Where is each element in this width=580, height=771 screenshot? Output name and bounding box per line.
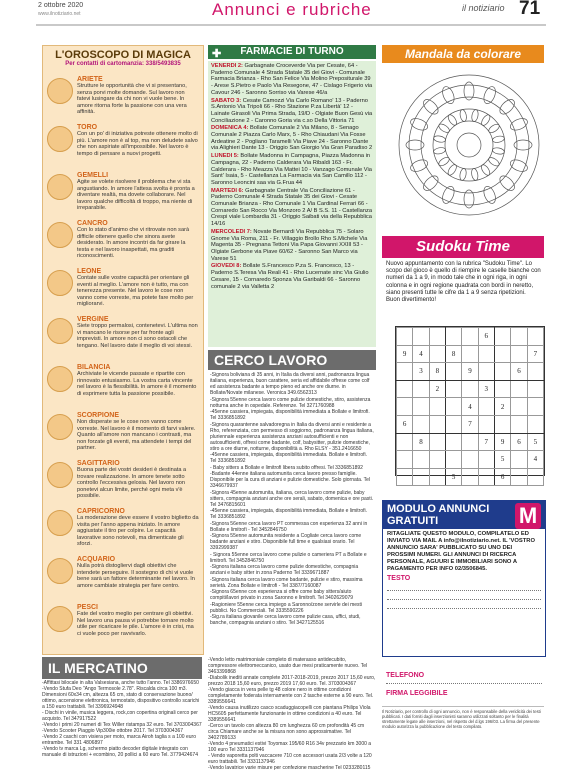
sudoku-cell[interactable] [397,398,413,416]
market-ad: -Cerco un tavolo con altezza 80 cm lunghezza 60 cm profondità 45 cm circa Chiamare anche se la misura non sono approssimative. Tel 3402789133 [208,723,365,741]
pharmacy-entry [211,229,373,263]
mandala-petal [492,147,505,155]
mandala-petal [421,97,441,117]
sudoku-cell[interactable] [413,468,429,486]
mandala-petal [482,185,498,205]
mandala-title: Mandala da colorare [404,47,522,61]
job-ad: -Ragioniere 55enne cerca impiego a Saronno/zone servirle dei mesti pubblici. No Commerciali. Tel 3335590226 [210,601,363,614]
ad-form-phone-line[interactable] [386,679,542,684]
sudoku-cell[interactable]: 6 [494,468,510,486]
sudoku-cell[interactable]: 4 [462,398,478,416]
sudoku-cell[interactable] [527,468,543,486]
market-ad: -Vendo Scooter Piaggio Vip300ie ottobre 2017. Tel 3703004367 [42,728,184,734]
pharmacy-text: Garbagnate Croceverde Via per Cesate, 64 - Paderno Comunale 4 Strada Statale 35 dei Giovi - Comunale Farmacia Brianza - Rho San Felice Via Molino Prepositurale 39 - Arese S.Pietro e Paolo Via Resegone, 47 - Cislago Frigerio via Cavour 246 - Saronno Sorriso via Varese 46/a [211,63,373,96]
mandala-petal [492,135,505,143]
pharmacy-day: GIOVEDI 8: [211,263,242,270]
mandala-ring [433,109,505,181]
zodiac-icon [47,606,73,632]
sudoku-cell[interactable] [413,328,429,346]
job-ad: -Signora boliviana di 35 anni, in Italia da diversi anni, padronanza lingua italiana, esperienza, buon carattere, seria ed affidabile offrese come colf ed assistenza badante a tempo pieno ed anche ore diurne. in Bollate/Novate milanese. Veronica 349.6562313 [210,372,370,396]
sudoku-cell[interactable]: 2 [494,398,510,416]
mandala-petal [480,113,492,126]
pharmacy-entry [211,125,373,152]
sudoku-cell[interactable] [445,380,461,398]
horoscope-sign [47,556,199,589]
market-ad: - Vendo vaporetta polti vaccacere 710 con accessori usata 2/3 volte a 120 euro trattabili. Tel 3331137946 [208,753,372,765]
ad-form-title: MODULO ANNUNCI GRATUITI [383,501,545,529]
sudoku-cell[interactable] [429,433,445,451]
sign-text: Agite se volete risolvere il problema che vi sta angustiando. In amore l'attesa svolta è pronta a diventare realtà, ma dovete collaborare. Nel lavoro qualche difficoltà di troppo, ma niente di irreparabile. [77,179,195,212]
sudoku-cell[interactable] [429,345,445,363]
sudoku-title: Sudoku Time [416,238,510,255]
mandala-petal [487,156,500,168]
sign-text: Nulla potrà distogliervi dagli obiettivi che intendete perseguire. Il sostegno di chi vi vuole bene sarà un fattore determinante nel lavoro. In amore cambiate strategia per fare centro. [77,563,195,589]
sudoku-closing: Buon divertimento! [386,297,437,304]
market-ad: -Diabolik inediti annate complete 2017-2018-2019, prezzo 2017 15,60 euro, prezzo 2018 15,60 euro, prezzo 2019 17,60 euro. Tel. 3703004367 [208,675,376,687]
pharmacy-day: LUNEDI 5: [211,153,239,160]
market-ad: -Vendo Stufa Deo "Ango Termosole 2.78". Riscalda circa 100 m3. Dimensioni 60x34 cm, altezza 65 cm, stato di conservazione buono/ ottimo, accensione elettronica, termostato, dispositivo controllo scarichi a 150 euro trattabili. Tel 3396924948 [42,686,200,710]
sign-name: VERGINE [77,316,109,323]
sudoku-cell[interactable] [494,415,510,433]
sudoku-cell[interactable] [511,451,527,469]
sudoku-cell[interactable] [478,398,494,416]
ad-form-signature-label: FIRMA LEGGIBILE [386,690,448,697]
sign-text: Contate sulle vostre capacità per orientare gli eventi al meglio. L'amore non è tutto, ma con tenerezza presente. Nel lavoro le cose non vanno come vorreste, ma potete fare molto per migliorarvi. [77,275,194,308]
sudoku-cell[interactable]: 8 [445,345,461,363]
sudoku-cell[interactable] [413,451,429,469]
sudoku-cell[interactable] [413,398,429,416]
pharmacy-entry [211,188,373,228]
sudoku-cell[interactable] [494,345,510,363]
market-ad: -Vendo letto matrimoniale completo di materasso antidecubito, compressore elettromeccanico, usato due mesi praticamente nuovo. Tel 3463399868 [208,657,368,675]
sudoku-cell[interactable] [511,328,527,346]
horoscope-sign [47,316,199,349]
zodiac-icon [47,414,73,440]
sign-text: Fate del vostro meglio per centrare gli obiettivi. Nel lavoro una pausa vi potrebbe tornare molto utile per ricaricare le pile. L'amore è in crisi, ma ci vuole poco per ravvivarlo. [77,611,194,637]
sign-text: Non disperate se le cose non vanno come vorreste. Nel lavoro è il momento di farvi valere. Quanto all'amore non mancano i contrasti, ma non forzate gli eventi, ma attendete i tempi del partner. [77,419,196,452]
mandala-petal [421,173,441,193]
horoscope-sign [47,172,199,212]
site-url[interactable]: www.ilnotiziario.net [38,11,81,17]
mandala-petal [471,168,479,181]
market-ad: -Vendo 4 pneumatici estivi Toyomax 195/60 R16 34v prezzario km 3000 a 100 euro Tel 3331137946 [208,741,372,753]
zodiac-icon [47,462,73,488]
sudoku-cell[interactable] [511,415,527,433]
job-ad: -45enne cassiera, impiegata, disponibilità immediata. Bollate e limitrofi. Tel 3336851892 [210,452,368,464]
pharmacy-text: Bollate Comunale 2 Via Milano, 8 - Senago Comunale 2 Piazza Carlo Marx, 5 - Rho Chiaudani Via Fosse Ardeatine 2 - Pogliano Taramelli Via Piave 24 - Saronno Dante via Alighieri Dante 13 - Origgio San Giorgio Via Gran Paradiso 2 [211,125,373,152]
sudoku-cell[interactable] [478,451,494,469]
sudoku-cell[interactable] [397,433,413,451]
job-ad: -Signora 55enne automunita residente a Cogliate cerca lavoro come badante anziani e stiro. Disponibile full time e qualsiasi orario. Tel 3392999387 [210,533,362,551]
section-title: Annunci e rubriche [212,0,372,19]
ad-form-instructions: RITAGLIATE QUESTO MODULO, COMPILATELO ED INVIATO VIA MAIL A info@ilnotiziario.net. IL 'VOSTRO ANNUNCIO SARA' PUBBLICATO SU UNO DEI PROSSIMI NUMERI. GLI ANNUNCI DI RICERCA PERSONALE, AGUURI E IMMOBILIARI SONO A PAGAMENTO PER INFO 02/3506845. [387,531,535,572]
horoscope-sign [47,124,199,157]
zodiac-icon [47,270,73,296]
horoscope-contact: Per contatti di cartomanzia: 338/5493835 [65,61,181,67]
issue-date: 2 ottobre 2020 [38,2,84,9]
mandala-petal [409,116,429,132]
mandala-ring [409,85,529,205]
sudoku-cell[interactable]: 9 [494,433,510,451]
sudoku-cell[interactable] [429,451,445,469]
mandala-drawing [394,70,544,220]
market-ad: -Vendo lavatrice varie misure per confezione mascherine Tel 0233280115 [208,765,371,771]
mandala-header [382,45,544,63]
sign-name: SAGITTARIO [77,460,120,467]
market-ad: -Vendo causa inutilizzo casco scaduggiacopelli con piantana Philips Viola HC5605 perfettamente funzionante in ottime condizioni a 40 euro. Tel 3389556641 [208,705,371,723]
zodiac-icon [47,174,73,200]
sudoku-cell[interactable]: 4 [413,345,429,363]
zodiac-icon [47,510,73,536]
sign-name: PESCI [77,604,99,611]
job-ad: -Sig.ra italiana giovanile cerca lavoro come pulizie casa, uffici, studi, banche, compagnia anziani o stiro. Tel 3427125516 [210,614,361,626]
job-ad: - Baby sitters a Bollate e limitrofi libera subito offresi. Tel 3336851892 [210,464,363,471]
pharmacy-text: Garbagnate Centrale Via Conciliazione 61 - Paderno Comunale 4 Strada Statale 35 dei Giovi - Cesate Comunale Brianza - Rho Comunale 1 Via Cardinal Ferrari 66 - Cornaredo San Rocco Via Monzoro 2 A/ B S.S. 11 - Castellanza Crespi viale Lombardia 31 - Origgio Saibati via della Repubblica 14/16 [211,187,373,228]
horoscope-sign [47,364,199,397]
ad-form-text-label: TESTO [387,575,411,582]
ad-form-phone-label: TELEFONO [386,672,425,679]
sudoku-cell[interactable] [445,415,461,433]
job-search-title: CERCO LAVORO [214,352,328,368]
sudoku-cell[interactable] [527,415,543,433]
sudoku-cell[interactable] [478,468,494,486]
market-ad: -Vendo tv marca Lg, schermo piatto decoder digitale integrato con manuale di istruzioni + ecombino, 20 pollici a 60 euro Tel. 3779424674 [42,746,198,758]
horoscope-sign [47,268,199,308]
mandala-petal [471,109,479,122]
header-divider [36,24,546,26]
mandala-petal [433,147,446,155]
page-number: 71 [519,0,541,19]
pharmacy-text: Novate Bernardi Via Repubblica 75 - Solaro Gnome Via Roma, 211 - Fr. Villaggio Brollo Rho S.Michele Via Magenta 35 - Pregnana Tettoni Via Papa Giovanni XXIII 53 - Olgiate Gerbone via Piave 60/62 - Saronno San Marco via Varese 51 [211,228,368,262]
pharmacy-title: FARMACIE DI TURNO [240,46,344,57]
sudoku-cell[interactable] [478,345,494,363]
sudoku-cell[interactable] [478,415,494,433]
sudoku-rules: Nuovo appuntamento con la rubrica "Sudoku Time". Lo scopo del gioco è quello di riempire le caselle bianche con numeri da 1 a 9, in modo tale che in ogni riga, in ogni colonna e in ogni regione quadrata con bordi in neretto, siano presenti tutte le cifre da 1 a 9 senza ripetizioni. [386,261,541,296]
mandala-petal [497,173,517,193]
sudoku-cell[interactable] [494,380,510,398]
sign-name: SCORPIONE [77,412,120,419]
sudoku-cell[interactable] [527,380,543,398]
brand-name: il notiziario [462,3,505,13]
sudoku-cell[interactable]: 7 [527,345,543,363]
mandala-petal [459,109,467,122]
market-ad: -Vendo 2 caschi con visiera per moto, marca Airoh taglia s a 100 euro entrambe. Tel 331 4806897 [42,734,196,746]
ad-form-logo-icon: M [515,503,541,529]
mandala-ring [445,121,493,169]
sudoku-cell[interactable]: 8 [429,363,445,381]
horoscope-title: L'OROSCOPO DI MAGICA [55,49,191,61]
pharmacy-text: Cesate Camozzi Via Carlo Romano' 13 - Paderno S.Antonio Via Tripoli 66 - Rho Stazione P.za Libertà' 12 - Lainate Girasoli Via Prima Strada, 19/D - Olgiate Buon Gesù via Conciliazione 2 - Caronno Goria via c.so Della Vittoria 71 [211,97,373,124]
sudoku-cell[interactable] [494,328,510,346]
market-header [42,657,202,679]
job-ad: -Signora 56enne cerca lavoro PT commessa con esperienza 32 anni in Bollate e limitrofi - Tel 3452846750 [210,520,368,533]
ad-form-text-line[interactable] [387,582,541,591]
sudoku-cell[interactable] [445,328,461,346]
horoscope-sign [47,220,199,260]
horoscope-sign [47,76,199,116]
mandala-ring [421,97,517,193]
sudoku-cell[interactable] [494,363,510,381]
job-ad: -Signora 45enne automunita, italiana, cerca lavoro come pulizie, baby sitters, compagnia anziani anche ore serali, sabato, domenica e ore pasti. Tel 3476815601 [210,489,374,508]
sudoku-cell[interactable] [511,468,527,486]
sudoku-cell[interactable]: 2 [429,380,445,398]
sudoku-cell[interactable] [429,468,445,486]
mandala-petal [409,158,429,174]
job-ad: -Signora quarantenne salvadoregna in Italia da diversi anni e residente a Rho, referenziata, con permesso di soggiorno, padronanza lingua italiana, pluriennale esperienza assistenza anziani autosufficienti e non autosufficienti, offresi come badante, colf, babysitter, pulizie domestiche, stiro a ore diurne, notturne, disponibilità a. Rho ELSY - 351.2416650 [210,421,374,452]
mandala-petal [433,135,446,143]
job-ad: -45enne cassiera, impiegata, disponibilità immediata, Bollate e limitrofi. Tel 3336851892 [210,508,368,520]
market-ad: - Dischi in vinile, musica leggera, rock,con copertina originali cerco per acquisto. Tel 347917522 [42,710,198,722]
job-ad: - Signora 55enne cerca lavoro come pulizie o cameriera PT a Bollate e limitrofi. Tel 3452846750 [210,551,367,564]
sudoku-cell[interactable]: 6 [511,363,527,381]
sudoku-cell[interactable] [445,451,461,469]
sign-name: ACQUARIO [77,556,116,563]
legal-notice: Il Notiziario, per controllo di ogni annuncio, non è responsabile della veridicità dei testi pubblicati. I dati forniti dagli inserzionisti saranno utilizzati soltanto per le finalità strettamente legate alle inserzioni, nel rispetto del d.lgs 196/03. La firma del presente modulo autorizza la pubblicazione del testo compilato. [382,706,544,739]
sudoku-cell[interactable] [429,328,445,346]
mandala-petal [440,185,456,205]
sudoku-cell[interactable] [429,415,445,433]
pharmacy-day: DOMENICA 4: [211,125,249,132]
sudoku-cell[interactable] [397,363,413,381]
horoscope-sign [47,604,199,637]
sudoku-cell[interactable] [462,451,478,469]
sudoku-cell[interactable]: 7 [478,433,494,451]
market-ad: -Affittasi bilocale in alta Valsesiana, anche tutto l'anno. Tel 3386976650 [42,680,199,686]
pharmacy-entry [211,98,373,125]
zodiac-icon [47,366,73,392]
job-search-list [208,372,376,650]
job-ad: -Badante 44enne italiana automunita cerca lavoro presso famiglie. Disponibile per la cura di anziani e pulizie domestiche. Solo giornata. Tel 3346679937 [210,471,370,489]
zodiac-icon [47,558,73,584]
sudoku-cell[interactable] [397,468,413,486]
job-ad: -Signora italiana cerca lavoro come badante, pulizie e stiro, massima serietà. Zona Bollate e limitrofi - Tel 3387/7160087 [210,576,363,589]
pharmacy-entry [211,153,373,187]
mandala-ring [399,75,539,215]
horoscope-sign [47,460,199,500]
sign-name: CANCRO [77,220,108,227]
sudoku-cell[interactable] [462,468,478,486]
market-ad: -Vendo i primi 20 numeri di Tex Willer ristampa 32 euro. Tel 3703004367 [42,722,202,728]
sign-name: CAPRICORNO [77,508,125,515]
sudoku-cell[interactable]: 9 [462,363,478,381]
sudoku-cell[interactable]: 6 [511,433,527,451]
sudoku-cell[interactable]: 8 [413,433,429,451]
sign-text: Con lo stato d'animo che vi ritrovate non sarà difficile ottenere quello che sinora avete desiderato. In amore incontri da far girare la testa e nel lavoro inaspettati, ma graditi riconoscimenti. [77,227,190,260]
zodiac-icon [47,318,73,344]
sign-text: La moderazione deve essere il vostro biglietto da visita per l'anno appena iniziato. In amore aggiustate il tiro per colpire. Le capacità lavorative sono notevoli, ma dimenticate gli sforzi. [77,515,199,548]
sign-text: Archiviate le vicende passate e ripartite con rinnovato entusiasmo. La vostra carta vincente nel lavoro è la flessibilità. In amore è il momento di esprimere tutta la passione possibile. [77,371,197,397]
mandala-petal [447,113,459,126]
sudoku-cell[interactable] [527,398,543,416]
sudoku-cell[interactable] [445,363,461,381]
sudoku-cell[interactable] [527,363,543,381]
sign-name: GEMELLI [77,172,109,179]
ad-form-footer [386,672,542,697]
mandala-petal [440,85,456,105]
sudoku-cell[interactable]: 5 [494,451,510,469]
sudoku-cell[interactable] [397,451,413,469]
sudoku-cell[interactable]: 6 [397,415,413,433]
sign-name: TORO [77,124,98,131]
pharmacy-text: Bollate Madonna in Campagna, Piazza Madonna in Campagna, 22 - Paderno Calderara Via Ribaldi 163 - Fr. Calderara - Rho Meazza Via Mattei 10 - Vanzago Comunale Via Sant' Isaia, 5 - Castellanza La Farmacia via San Camillo 112 - Saronno Leoncini saa via G.Frua 44 [211,153,372,186]
sign-name: ARIETE [77,76,103,83]
pharmacy-day: SABATO 3: [211,97,242,104]
mandala-petal [459,168,467,181]
sign-name: LEONE [77,268,102,275]
sudoku-cell[interactable]: 3 [478,380,494,398]
ad-form-text-line[interactable] [387,591,541,600]
sudoku-cell[interactable] [462,345,478,363]
pharmacy-list [208,61,376,347]
horoscope-panel [42,45,204,655]
sign-text: Buona parte dei vostri desideri è destinata a trovare realizzazione. In amore tenete sotto controllo l'eccessiva gelosia. Nel lavoro non ponetevi alcun limite, perché ogni meta v'è possibile. [77,467,187,500]
sudoku-cell[interactable]: 5 [527,433,543,451]
market-title: IL MERCATINO [48,660,148,676]
mandala-petal [487,123,500,135]
mandala-petal [497,97,517,117]
mandala-petal [480,163,492,176]
job-ad: -Signora 55enne cerca lavoro come pulizie domestiche, stiro, assistenza notturna anche in ospedale. Referenze. Tel 3271760988 [210,396,371,409]
pharmacy-entry [211,263,373,290]
sudoku-cell[interactable] [397,380,413,398]
pharmacy-day: MERCOLEDI 7: [211,228,252,235]
zodiac-icon [47,222,73,248]
sudoku-cell[interactable]: 3 [413,363,429,381]
job-ad: -Signora italiana cerca lavoro come pulizie domestiche, compagnia anziani e baby sitter in zona Paderno Tel 3339671887 [210,564,359,576]
zodiac-icon [47,78,73,104]
sudoku-cell[interactable] [429,398,445,416]
sign-text: Siete troppo permalosi, contenetevi. L'ultima non vi mancano le risorse per far fronte agli imprevisti. In amore non ci sono ostacoli che tengano. Nel lavoro date il meglio di voi stessi. [77,323,198,349]
pharmacy-header [208,45,376,59]
ad-form-text-line[interactable] [387,600,541,609]
sudoku-cell[interactable]: 7 [462,415,478,433]
pharmacy-entry [211,63,373,97]
mandala-petal [446,163,458,176]
sudoku-cell[interactable] [462,433,478,451]
sudoku-intro [386,261,544,304]
horoscope-sign [47,412,199,452]
mandala-petal [482,85,498,105]
ad-form [382,500,546,657]
mandala-ring [457,133,481,157]
pharmacy-day: VENERDI 2: [211,63,243,69]
sudoku-cell[interactable]: 9 [397,345,413,363]
horoscope-sign [47,508,199,548]
market-list-left [42,680,202,762]
sudoku-cell[interactable] [478,363,494,381]
pharmacy-day: MARTEDI 6: [211,187,244,194]
sudoku-cell[interactable] [462,380,478,398]
sudoku-cell[interactable] [511,345,527,363]
sudoku-cell[interactable] [462,328,478,346]
mandala-petal [509,116,529,132]
sudoku-cell[interactable] [413,380,429,398]
job-ad: -45enne cassiera, impiegata, disponibilità immediata a Bollate e limitrofi. Tel 3336851892 [210,409,370,421]
sudoku-cell[interactable] [445,398,461,416]
mandala-petal [509,158,529,174]
market-list-right [208,657,376,771]
zodiac-icon [47,126,73,152]
sudoku-cell[interactable] [511,398,527,416]
job-search-header [208,350,376,370]
sudoku-cell[interactable] [413,415,429,433]
sudoku-cell[interactable] [511,380,527,398]
sudoku-cell[interactable]: 5 [445,468,461,486]
sign-name: BILANCIA [77,364,111,371]
sudoku-header [382,236,544,258]
page-header [0,0,580,42]
sign-text: Con un po' di iniziativa potreste ottenere molto di più. L'amore non è al top, ma non deludete salvo che non aspiriate all'impossibile. Nel lavoro è tempo di pensare a nuovi progetti. [77,131,198,157]
pharmacy-cross-icon: ✚ [212,48,222,60]
sudoku-cell[interactable] [397,328,413,346]
job-ad: -Signora 65enne con esperienza si offre come baby sitters/aiuto compiti/lavori privato in zona Saronno e limitrofi. Tel 3402629079 [210,589,354,601]
mandala-petal [437,156,450,168]
sudoku-grid [395,326,545,482]
mandala-petal [437,122,450,134]
market-ad: -Vendo giacca in vera pelle tg 48 colore nero in ottime condizioni completamente foderata internamente con 2 tasche esterne a 90 euro. Tel. 3389556641 [208,687,374,705]
sudoku-cell[interactable] [527,328,543,346]
pharmacy-text: Bollate S.Francesco P.za S. Francesco, 13 - Paderno S.Teresa Via Reali 41 - Rho Lucernate sinc Via Giulio Cesare, 15 - Cornaredo Sponza Via Garibaldi 66 - Saronno comunale 2 via Valletta 2 [211,263,369,290]
sudoku-cell[interactable]: 6 [478,328,494,346]
sign-text: Strutture le opportunità che vi si presentano, senza porvi molte domande. Sul lavoro non fatevi lusingare da chi non vi vuole bene. In amore ritorna forte la passione con una vera affinità. [77,83,187,116]
sudoku-cell[interactable]: 4 [527,451,543,469]
sudoku-cell[interactable] [445,433,461,451]
